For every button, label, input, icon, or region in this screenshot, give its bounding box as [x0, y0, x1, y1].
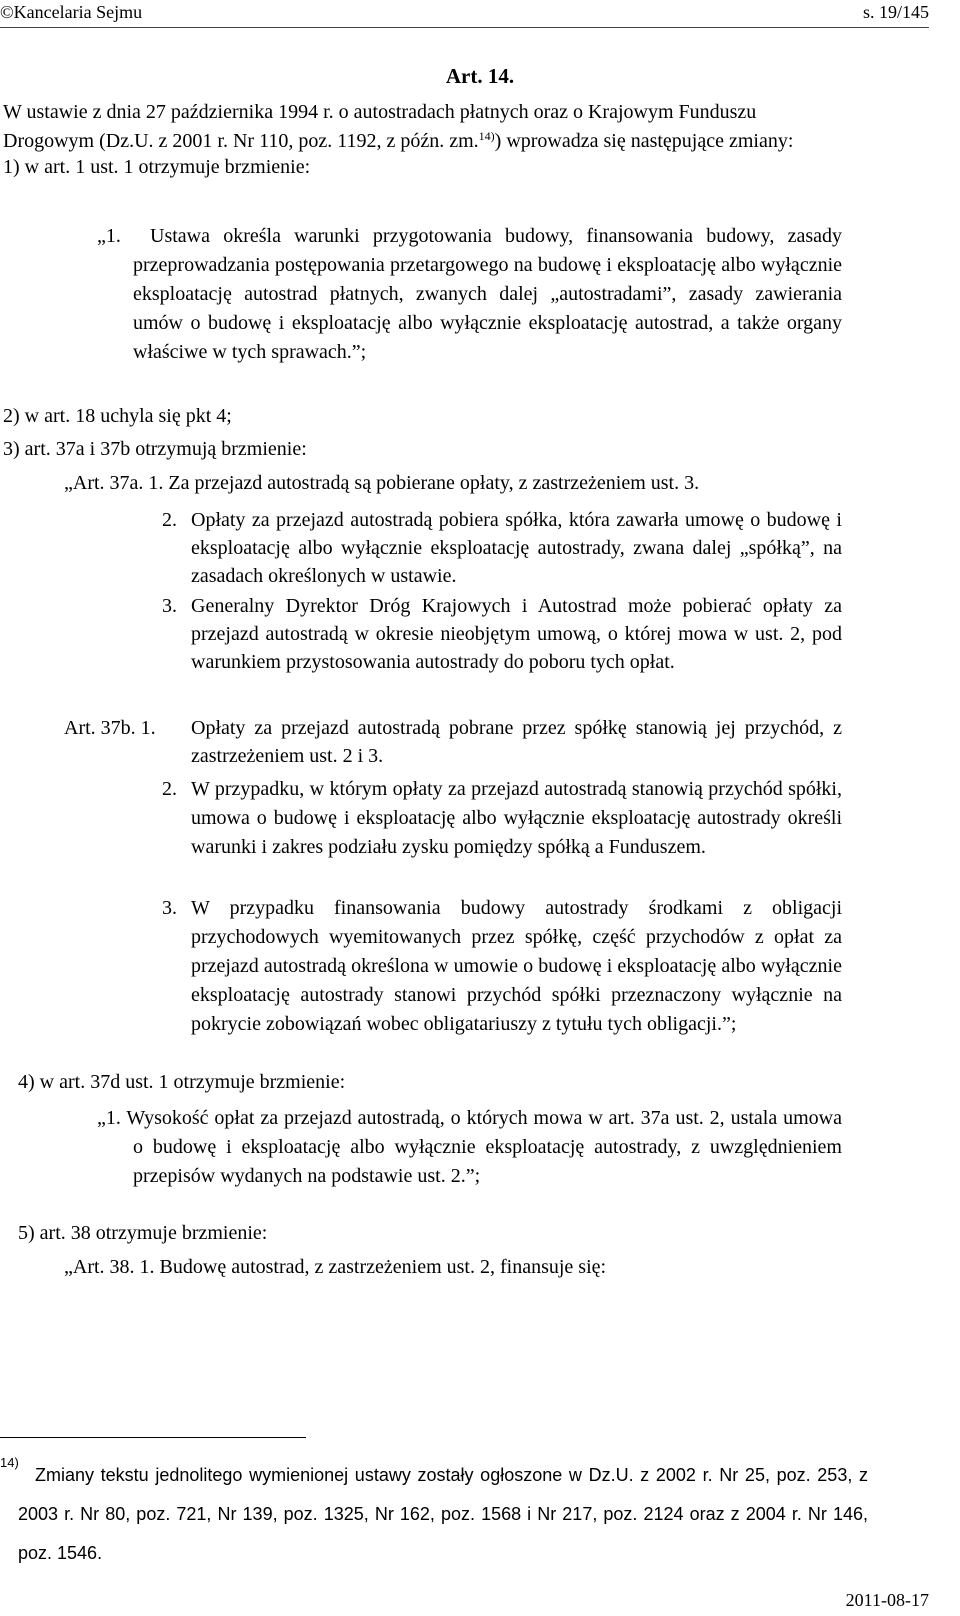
intro-text: W ustawie z dnia 27 października 1994 r. o autostradach płatnych oraz o Krajowym Funduszu Drogowym (Dz.U. z 2001 r. Nr 110, poz. 1192, z późn. zm.	[3, 101, 757, 152]
header-page-number: s. 19/145	[862, 2, 929, 22]
change-2-heading: 2) w art. 18 uchyla się pkt 4;	[3, 405, 232, 427]
article-title: Art. 14.	[445, 64, 515, 88]
art-37b-para-2-number: 2.	[162, 778, 177, 800]
header-divider	[0, 27, 929, 28]
art-37a-para-2: Opłaty za przejazd autostradą pobiera spółka, która zawarła umowę o budowę i eksploatację albo wyłącznie eksploatację autostrady, zwana dalej „spółką”, na zasadach określonych w ustawie.	[191, 509, 842, 587]
art-37b-para-1: Opłaty za przejazd autostradą pobrane przez spółkę stanowią jej przychód, z zastrzeżeniem ust. 2 i 3.	[191, 717, 842, 767]
art-37b-para-2: W przypadku, w którym opłaty za przejazd autostradą stanowią przychód spółki, umowa o budowę i eksploatację albo wyłącznie eksploatację autostrady określi warunki i zakres podziału zysku pomiędzy spółką a Funduszem.	[191, 778, 842, 858]
art-37a-para-1: „Art. 37a. 1. Za przejazd autostradą są pobierane opłaty, z zastrzeżeniem ust. 3.	[64, 472, 700, 494]
change-4-quote: „1. Wysokość opłat za przejazd autostradą, o których mowa w art. 37a ust. 2, ustala umowa o budowę i eksploatację albo wyłącznie eksploatację autostrady, z uwzględnieniem przepisów wydanych na podstawie ust. 2.”;	[97, 1107, 842, 1187]
change-5-heading: 5) art. 38 otrzymuje brzmienie:	[18, 1222, 268, 1244]
footnote-text: Zmiany tekstu jednolitego wymienionej ustawy zostały ogłoszone w Dz.U. z 2002 r. Nr 25, poz. 253, z 2003 r. Nr 80, poz. 721, Nr 139, poz. 1325, Nr 162, poz. 1568 i Nr 217, poz. 2124 oraz z 2004 r. Nr 146, poz. 1546.	[18, 1465, 868, 1563]
change-4-heading: 4) w art. 37d ust. 1 otrzymuje brzmienie:	[18, 1071, 346, 1093]
intro-text-end: ) wprowadza się następujące zmiany:	[494, 130, 794, 152]
footnote-mark: 14)	[0, 1455, 19, 1470]
art-37b-para-3-number: 3.	[162, 897, 177, 919]
art-37b-label: Art. 37b. 1.	[64, 717, 156, 739]
change-1-quote: Ustawa określa warunki przygotowania budowy, finansowania budowy, zasady przeprowadzania postępowania przetargowego na budowę i eksploatację albo wyłącznie eksploatację autostrad płatnych, zwanych dalej „autostradami”, zasady zawierania umów o budowę i eksploatację albo wyłącznie eksploatację autostrad, a także organy właściwe w tych sprawach.”;	[133, 225, 842, 363]
article-intro	[3, 98, 845, 156]
art-37a-para-3: Generalny Dyrektor Dróg Krajowych i Autostrad może pobierać opłaty za przejazd autostradą w okresie nieobjętym umową, o której mowa w ust. 2, pod warunkiem przystosowania autostrady do poboru tych opłat.	[191, 595, 842, 673]
art-38-quote: „Art. 38. 1. Budowę autostrad, z zastrzeżeniem ust. 2, finansuje się:	[64, 1256, 607, 1278]
footnote-ref: 14)	[478, 129, 495, 143]
footnote-divider	[0, 1437, 306, 1438]
change-1-heading: 1) w art. 1 ust. 1 otrzymuje brzmienie:	[3, 156, 311, 178]
change-1-quote-number: „1.	[97, 225, 121, 247]
footer-date: 2011-08-17	[845, 1590, 929, 1610]
art-37a-para-2-number: 2.	[162, 509, 177, 531]
change-3-heading: 3) art. 37a i 37b otrzymują brzmienie:	[3, 438, 307, 460]
header-source: ©Kancelaria Sejmu	[0, 2, 143, 22]
art-37a-para-3-number: 3.	[162, 595, 177, 617]
art-37b-para-3: W przypadku finansowania budowy autostrady środkami z obligacji przychodowych wyemitowanych przez spółkę, część przychodów z opłat za przejazd autostradą określona w umowie o budowę i eksploatację albo wyłącznie eksploatację autostrady stanowi przychód spółki przeznaczony wyłącznie na pokrycie zobowiązań wobec obligatariuszy z tytułu tych obligacji.”;	[191, 897, 842, 1035]
